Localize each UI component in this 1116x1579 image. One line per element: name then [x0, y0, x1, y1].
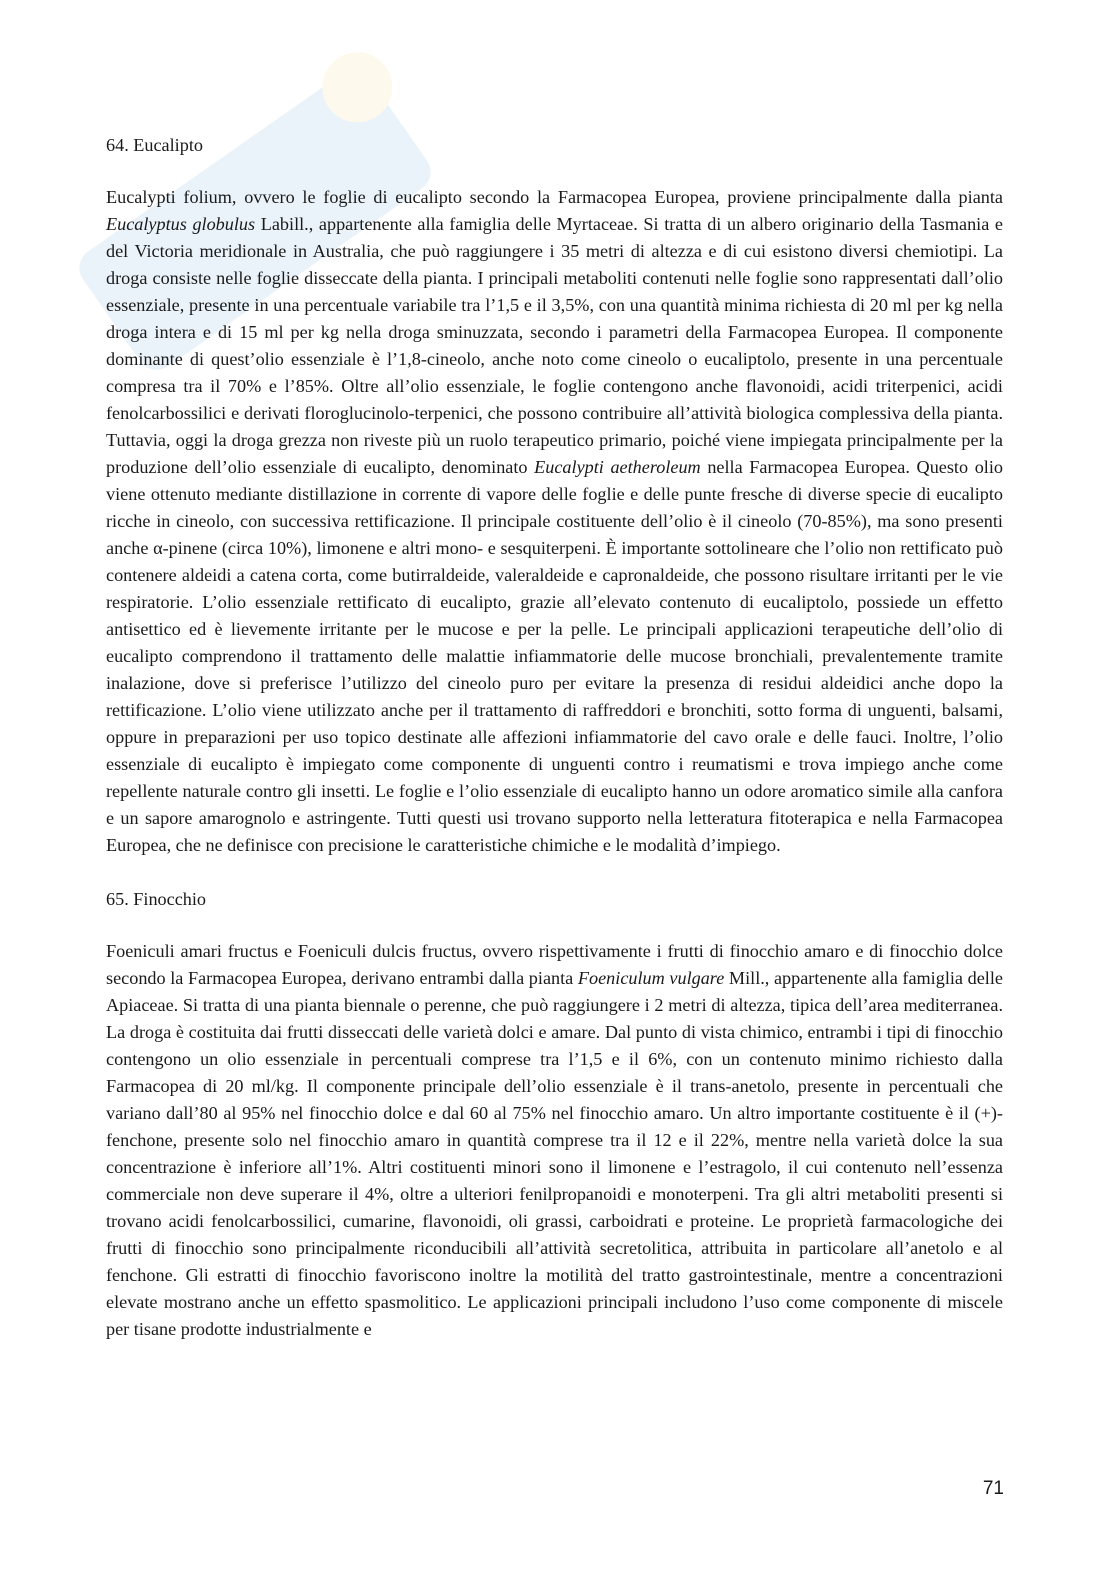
- section-paragraph: [106, 938, 1003, 1343]
- text-run: Foeniculi amari fructus e Foeniculi dulcis fructus, ovvero rispettivamente i frutti di finocchio amaro e di finocchio dolce secondo la Farmacopea Europea, derivano entrambi dalla pianta: [106, 941, 1003, 988]
- section-heading: 65. Finocchio: [106, 889, 207, 909]
- italic-text: Eucalypti aetheroleum: [534, 457, 701, 477]
- italic-text: Foeniculum vulgare: [577, 968, 725, 988]
- text-run: Eucalypti folium, ovvero le foglie di eucalipto secondo la Farmacopea Europea, proviene principalmente dalla pianta: [106, 187, 1003, 207]
- section-paragraph: [106, 184, 1003, 859]
- text-run: Labill., appartenente alla famiglia delle Myrtaceae. Si tratta di un albero originario della Tasmania e del Victoria meridionale in Australia, che può raggiungere i 35 metri di altezza e di cui esistono diversi chemiotipi. La droga consiste nelle foglie disseccate della pianta. I principali metaboliti contenuti nelle foglie sono rappresentati dall’olio essenziale, presente in una percentuale variabile tra l’1,5 e il 3,5%, con una quantità minima richiesta di 20 ml per kg nella droga intera e di 15 ml per kg nella droga sminuzzata, secondo i parametri della Farmacopea Europea. Il componente dominante di quest’olio essenziale è l’1,8-cineolo, anche noto come cineolo o eucaliptolo, presente in una percentuale compresa tra il 70% e l’85%. Oltre all’olio essenziale, le foglie contengono anche flavonoidi, acidi triterpenici, acidi fenolcarbossilici e derivati floroglucinolo-terpenici, che possono contribuire all’attività biologica complessiva della pianta. Tuttavia, oggi la droga grezza non riveste più un ruolo terapeutico primario, poiché viene impiegata principalmente per la produzione dell’olio essenziale di eucalipto, denominato: [106, 214, 1004, 477]
- page-number: 71: [982, 1478, 1004, 1499]
- section-heading: 64. Eucalipto: [106, 135, 203, 155]
- text-run: nella Farmacopea Europea. Questo olio viene ottenuto mediante distillazione in corrente di vapore delle foglie e delle punte fresche di diverse specie di eucalipto ricche in cineolo, con successiva rettificazione. Il principale costituente dell’olio è il cineolo (70-85%), ma sono presenti anche α-pinene (circa 10%), limonene e altri mono- e sesquiterpeni. È importante sottolineare che l’olio non rettificato può contenere aldeidi a catena corta, come butirraldeide, valeraldeide e capronaldeide, che possono risultare irritanti per le vie respiratorie. L’olio essenziale rettificato di eucalipto, grazie all’elevato contenuto di eucaliptolo, possiede un effetto antisettico ed è lievemente irritante per le mucose e per la pelle. Le principali applicazioni terapeutiche dell’olio di eucalipto comprendono il trattamento delle malattie infiammatorie delle mucose bronchiali, prevalentemente tramite inalazione, dove si preferisce l’utilizzo del cineolo puro per evitare la presenza di residui aldeidici anche dopo la rettificazione. L’olio viene utilizzato anche per il trattamento di raffreddori e bronchiti, sotto forma di unguenti, balsami, oppure in preparazioni per uso topico destinate alle affezioni infiammatorie del cavo orale e delle fauci. Inoltre, l’olio essenziale di eucalipto è impiegato come componente di unguenti contro i reumatismi e trova impiego anche come repellente naturale contro gli insetti. Le foglie e l’olio essenziale di eucalipto hanno un odore aromatico simile alla canfora e un sapore amarognolo e astringente. Tutti questi usi trovano supporto nella letteratura fitoterapica e nella Farmacopea Europea, che ne definisce con precisione le caratteristiche chimiche e le modalità d’impiego.: [106, 457, 1003, 855]
- italic-text: Eucalyptus globulus: [106, 214, 256, 234]
- document-page: [106, 128, 1003, 1370]
- document-body: [106, 132, 1003, 1343]
- text-run: Mill., appartenente alla famiglia delle Apiaceae. Si tratta di una pianta biennale o perenne, che può raggiungere i 2 metri di altezza, tipica dell’area mediterranea. La droga è costituita dai frutti disseccati delle varietà dolci e amare. Dal punto di vista chimico, entrambi i tipi di finocchio contengono un olio essenziale in percentuali comprese tra l’1,5 e il 6%, con un contenuto minimo richiesto dalla Farmacopea di 20 ml/kg. Il componente principale dell’olio essenziale è il trans-anetolo, presente in percentuali che variano dall’80 al 95% nel finocchio dolce e dal 60 al 75% nel finocchio amaro. Un altro importante costituente è il (+)-fenchone, presente solo nel finocchio amaro in quantità comprese tra il 12 e il 22%, mentre nella varietà dolce la sua concentrazione è inferiore all’1%. Altri costituenti minori sono il limonene e l’estragolo, il cui contenuto nell’essenza commerciale non deve superare il 4%, oltre a ulteriori fenilpropanoidi e monoterpeni. Tra gli altri metaboliti presenti si trovano acidi fenolcarbossilici, cumarine, flavonoidi, oli grassi, carboidrati e proteine. Le proprietà farmacologiche dei frutti di finocchio sono principalmente riconducibili all’attività secretolitica, attribuita in particolare all’anetolo e al fenchone. Gli estratti di finocchio favoriscono inoltre la motilità del tratto gastrointestinale, mentre a concentrazioni elevate mostrano anche un effetto spasmolitico. Le applicazioni principali includono l’uso come componente di miscele per tisane prodotte industrialmente e: [106, 968, 1003, 1339]
